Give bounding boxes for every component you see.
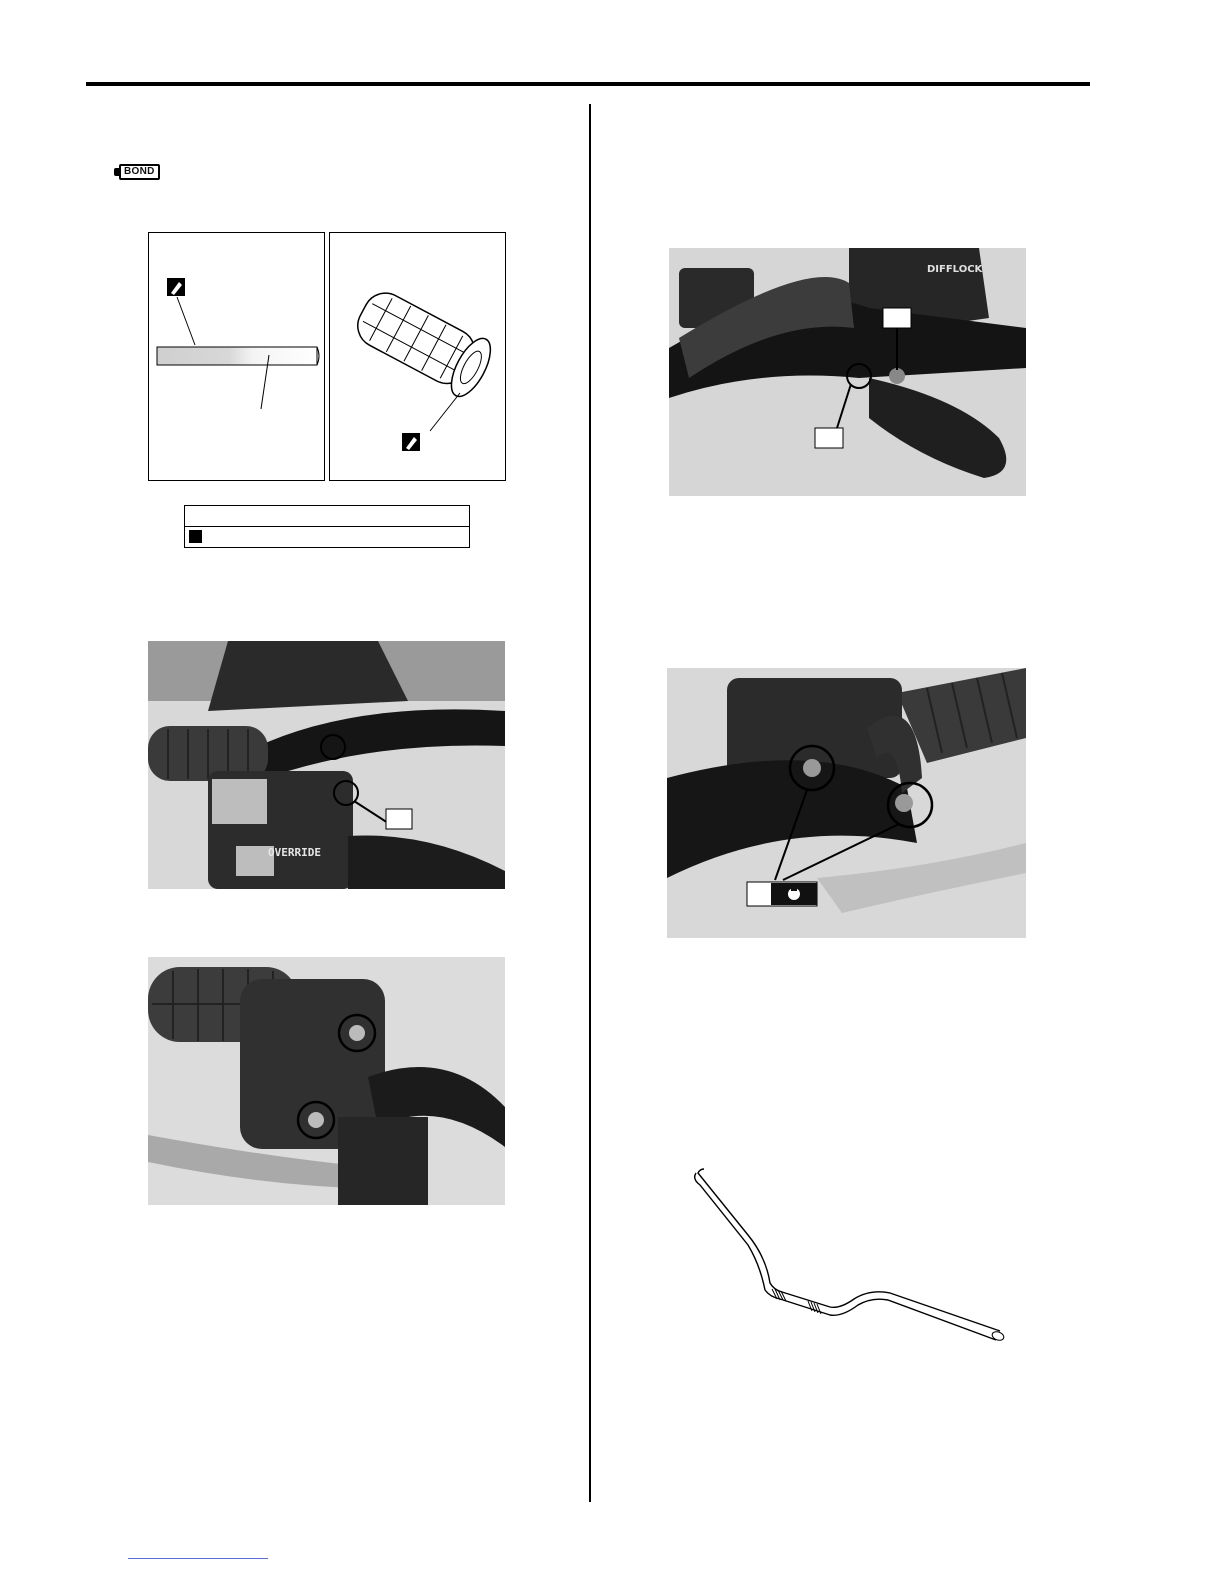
bond-icon-label: BOND: [119, 164, 160, 180]
difflock-text: DIFFLOCK: [927, 264, 983, 275]
grease-spec-table: [184, 505, 470, 548]
footer-link-underline[interactable]: [128, 1558, 268, 1559]
column-divider: [589, 104, 591, 1502]
callout-label-bottom: [815, 428, 843, 448]
handlebar-grease-diagram: [148, 232, 325, 481]
master-cylinder-photo: [667, 668, 1026, 938]
handlebar-drawing: [690, 1165, 1010, 1360]
callout-label-top: [883, 308, 911, 328]
bond-icon: [114, 164, 160, 180]
switch-box-photo: [148, 641, 505, 889]
switch-screws-photo: [148, 957, 505, 1205]
grease-icon: [189, 530, 202, 543]
brake-lever-photo: [669, 248, 1026, 496]
override-text: OVERRIDE: [268, 846, 321, 859]
grip-grease-diagram: [329, 232, 506, 481]
callout-label: [386, 809, 412, 829]
header-rule: [86, 82, 1090, 86]
